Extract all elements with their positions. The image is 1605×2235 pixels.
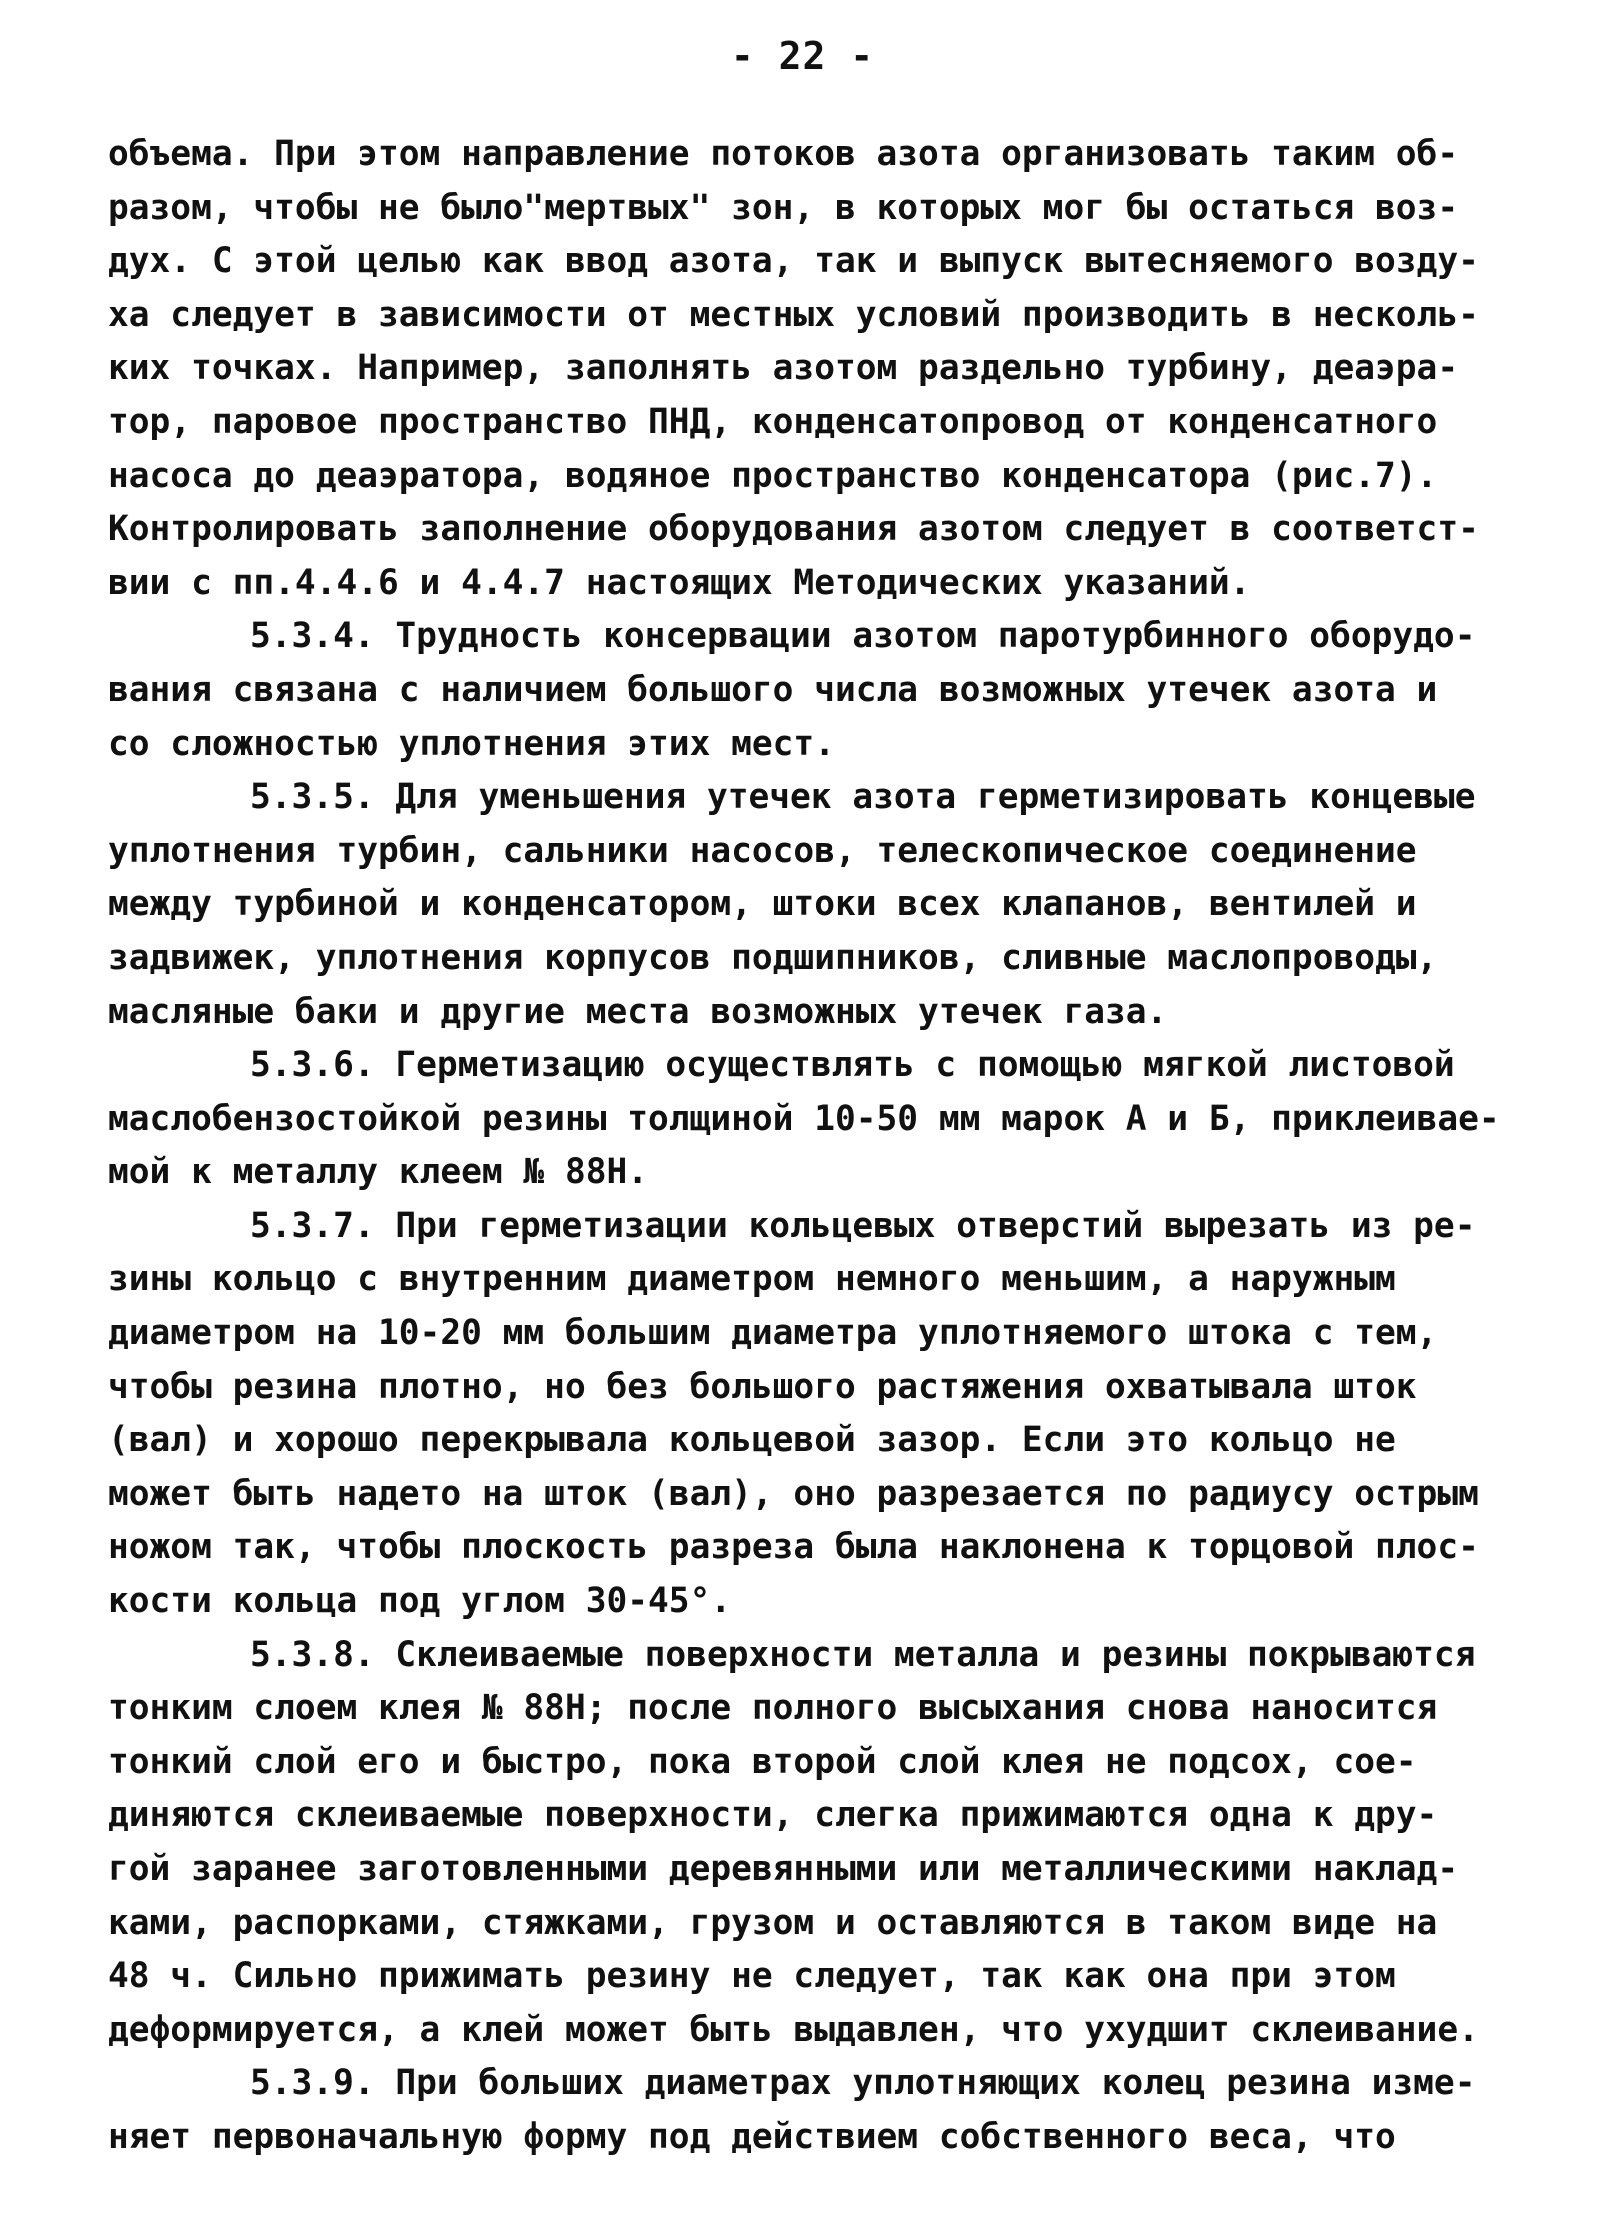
text-line: может быть надето на шток (вал), оно разрезается по радиусу острым bbox=[108, 1473, 1479, 1514]
text-line: 5.3.4. Трудность консервации азотом паротурбинного оборудо- bbox=[250, 616, 1476, 657]
text-line: кости кольца под углом 30-45°. bbox=[108, 1581, 732, 1622]
text-line: тонким слоем клея № 88Н; после полного высыхания снова наносится bbox=[108, 1688, 1438, 1729]
text-line: тонкий слой его и быстро, пока второй слой клея не подсох, сое- bbox=[108, 1741, 1417, 1782]
text-line: гой заранее заготовленными деревянными или металлическими наклад- bbox=[108, 1849, 1459, 1889]
body-text bbox=[108, 128, 1528, 2165]
text-line: ножом так, чтобы плоскость разреза была наклонена к торцовой плос- bbox=[108, 1527, 1479, 1568]
text-line: 5.3.7. При герметизации кольцевых отверстий вырезать из ре- bbox=[250, 1205, 1476, 1246]
text-line: няет первоначальную форму под действием собственного веса, что bbox=[108, 2116, 1396, 2157]
text-line: 5.3.8. Склеиваемые поверхности металла и резины покрываются bbox=[250, 1634, 1476, 1675]
text-line: со сложностью уплотнения этих мест. bbox=[108, 723, 835, 764]
text-line: (вал) и хорошо перекрывала кольцевой зазор. Если это кольцо не bbox=[108, 1420, 1396, 1461]
text-line: уплотнения турбин, сальники насосов, телескопическое соединение bbox=[108, 830, 1417, 871]
text-line: чтобы резина плотно, но без большого растяжения охватывала шток bbox=[108, 1366, 1417, 1407]
text-line: мой к металлу клеем № 88Н. bbox=[108, 1152, 649, 1193]
text-line: вии с пп.4.4.6 и 4.4.7 настоящих Методических указаний. bbox=[108, 562, 1251, 603]
text-line: масляные баки и другие места возможных утечек газа. bbox=[108, 991, 1168, 1032]
text-line: между турбиной и конденсатором, штоки всех клапанов, вентилей и bbox=[108, 884, 1417, 925]
text-line: тор, паровое пространство ПНД, конденсатопровод от конденсатного bbox=[108, 401, 1438, 442]
text-line: зины кольцо с внутренним диаметром немного меньшим, а наружным bbox=[108, 1259, 1396, 1300]
text-line: маслобензостойкой резины толщиной 10-50 мм марок А и Б, приклеивае- bbox=[108, 1098, 1500, 1139]
text-line: вания связана с наличием большого числа возможных утечек азота и bbox=[108, 669, 1438, 710]
text-line: ками, распорками, стяжками, грузом и оставляются в таком виде на bbox=[108, 1902, 1438, 1943]
text-line: деформируется, а клей может быть выдавлен, что ухудшит склеивание. bbox=[108, 2009, 1479, 2050]
text-line: Контролировать заполнение оборудования азотом следует в соответст- bbox=[108, 509, 1479, 550]
text-line: насоса до деаэратора, водяное пространство конденсатора (рис.7). bbox=[108, 455, 1438, 496]
text-line: объема. При этом направление потоков азота организовать таким об- bbox=[108, 134, 1459, 174]
text-line: задвижек, уплотнения корпусов подшипников, сливные маслопроводы, bbox=[108, 937, 1438, 978]
text-line: 5.3.5. Для уменьшения утечек азота герметизировать концевые bbox=[250, 777, 1476, 818]
text-line: диняются склеиваемые поверхности, слегка прижимаются одна к дру- bbox=[108, 1795, 1438, 1836]
text-line: разом, чтобы не было"мертвых" зон, в которых мог бы остаться воз- bbox=[108, 187, 1459, 228]
text-line: 5.3.6. Герметизацию осуществлять с помощью мягкой листовой bbox=[250, 1045, 1455, 1086]
page-number: - 22 - bbox=[730, 34, 875, 78]
text-line: 48 ч. Сильно прижимать резину не следует, так как она при этом bbox=[108, 1956, 1396, 1997]
text-line: диаметром на 10-20 мм большим диаметра уплотняемого штока с тем, bbox=[108, 1313, 1438, 1354]
text-line: ха следует в зависимости от местных условий производить в несколь- bbox=[108, 294, 1479, 335]
text-line: дух. С этой целью как ввод азота, так и выпуск вытесняемого возду- bbox=[108, 241, 1479, 282]
text-line: ких точках. Например, заполнять азотом раздельно турбину, деаэра- bbox=[108, 348, 1459, 389]
text-line: 5.3.9. При больших диаметрах уплотняющих колец резина изме- bbox=[250, 2063, 1476, 2104]
